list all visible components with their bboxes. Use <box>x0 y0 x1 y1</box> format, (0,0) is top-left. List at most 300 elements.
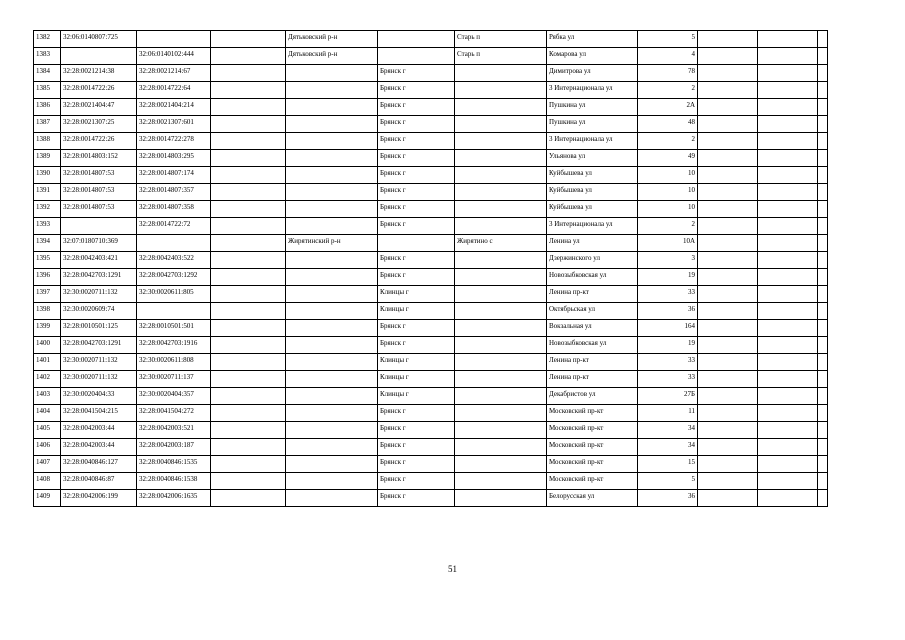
table-cell: 32:28:0014722:64 <box>137 82 211 99</box>
table-cell: 32:28:0042703:1291 <box>61 337 137 354</box>
table-cell: Ленина пр-кт <box>547 354 638 371</box>
table-row <box>34 320 828 337</box>
table-cell: 3 Интернационала ул <box>547 218 638 235</box>
table-cell <box>286 150 378 167</box>
table-cell <box>698 354 758 371</box>
table-cell <box>286 184 378 201</box>
table-row <box>34 82 828 99</box>
table-cell: Брянск г <box>378 82 455 99</box>
table-row <box>34 286 828 303</box>
table-cell <box>211 439 286 456</box>
table-cell <box>455 286 547 303</box>
table-cell <box>455 167 547 184</box>
table-cell <box>758 286 818 303</box>
table-cell: Московский пр-кт <box>547 422 638 439</box>
table-cell <box>758 133 818 150</box>
table-cell: 32:30:0020711:137 <box>137 371 211 388</box>
table-cell <box>758 31 818 48</box>
table-cell: 1396 <box>34 269 61 286</box>
table-cell <box>211 388 286 405</box>
table-cell <box>698 269 758 286</box>
table-cell <box>286 388 378 405</box>
table-cell: Дзержинского ул <box>547 252 638 269</box>
table-cell <box>818 235 828 252</box>
table-cell: 32:30:0020711:132 <box>61 354 137 371</box>
table-cell <box>698 65 758 82</box>
table-cell: 32:30:0020611:808 <box>137 354 211 371</box>
table-cell: Вокзальная ул <box>547 320 638 337</box>
table-cell: Брянск г <box>378 456 455 473</box>
table-cell <box>455 422 547 439</box>
table-cell <box>378 48 455 65</box>
table-cell: 5 <box>638 473 698 490</box>
table-cell: Клинцы г <box>378 371 455 388</box>
table-row <box>34 218 828 235</box>
table-cell <box>211 371 286 388</box>
table-cell <box>137 303 211 320</box>
table-cell <box>286 286 378 303</box>
table-cell <box>698 490 758 507</box>
table-cell: 1400 <box>34 337 61 354</box>
table-cell <box>698 303 758 320</box>
table-cell <box>818 184 828 201</box>
table-cell: Ленина пр-кт <box>547 371 638 388</box>
table-cell <box>758 490 818 507</box>
table-cell: 2А <box>638 99 698 116</box>
table-cell: 164 <box>638 320 698 337</box>
table-cell: 32:28:0021404:47 <box>61 99 137 116</box>
table-cell <box>211 82 286 99</box>
table-cell <box>286 439 378 456</box>
table-cell <box>211 31 286 48</box>
table-row <box>34 303 828 320</box>
table-cell: 32:06:0140807:725 <box>61 31 137 48</box>
table-cell <box>455 354 547 371</box>
table-cell: 3 Интернационала ул <box>547 133 638 150</box>
table-cell <box>698 218 758 235</box>
table-cell: 32:28:0021307:25 <box>61 116 137 133</box>
table-cell: Брянск г <box>378 269 455 286</box>
table-cell <box>455 439 547 456</box>
table-cell: Клинцы г <box>378 354 455 371</box>
table-cell: 32:28:0014803:295 <box>137 150 211 167</box>
table-cell <box>286 405 378 422</box>
table-cell <box>758 405 818 422</box>
table-cell <box>818 116 828 133</box>
table-cell: 1404 <box>34 405 61 422</box>
table-cell <box>698 31 758 48</box>
table-cell <box>818 99 828 116</box>
table-cell: 5 <box>638 31 698 48</box>
table-cell: 10 <box>638 184 698 201</box>
table-cell <box>211 337 286 354</box>
table-cell <box>211 269 286 286</box>
table-cell <box>286 473 378 490</box>
table-cell <box>818 65 828 82</box>
table-cell: 32:28:0042003:44 <box>61 422 137 439</box>
table-row <box>34 269 828 286</box>
table-cell <box>286 422 378 439</box>
table-cell: 34 <box>638 439 698 456</box>
table-cell <box>211 320 286 337</box>
table-cell <box>758 201 818 218</box>
table-cell <box>211 184 286 201</box>
table-cell <box>137 31 211 48</box>
table-row <box>34 150 828 167</box>
table-cell <box>211 65 286 82</box>
table-cell: Брянск г <box>378 439 455 456</box>
table-cell: 36 <box>638 490 698 507</box>
table-cell: 78 <box>638 65 698 82</box>
table-row <box>34 133 828 150</box>
table-cell: 1384 <box>34 65 61 82</box>
table-cell <box>286 82 378 99</box>
table-cell: Рябка ул <box>547 31 638 48</box>
table-row <box>34 252 828 269</box>
table-cell: Брянск г <box>378 116 455 133</box>
table-cell <box>698 235 758 252</box>
table-cell <box>698 473 758 490</box>
table-cell <box>286 354 378 371</box>
table-row <box>34 167 828 184</box>
table-cell: 32:30:0020711:132 <box>61 286 137 303</box>
table-cell: 2 <box>638 218 698 235</box>
table-cell: 32:28:0042006:199 <box>61 490 137 507</box>
table-cell <box>211 167 286 184</box>
table-cell <box>698 388 758 405</box>
table-cell <box>455 405 547 422</box>
table-cell: 32:28:0014807:53 <box>61 184 137 201</box>
table-cell: Брянск г <box>378 184 455 201</box>
table-cell <box>378 235 455 252</box>
table-cell <box>286 320 378 337</box>
table-row <box>34 439 828 456</box>
table-cell: 11 <box>638 405 698 422</box>
table-cell <box>818 48 828 65</box>
table-cell: 10А <box>638 235 698 252</box>
table-cell <box>286 65 378 82</box>
table-cell: 32:28:0042003:521 <box>137 422 211 439</box>
table-cell <box>455 473 547 490</box>
table-cell: 1393 <box>34 218 61 235</box>
table-cell: Ульянова ул <box>547 150 638 167</box>
table-cell: 32:30:0020711:132 <box>61 371 137 388</box>
table-cell <box>698 371 758 388</box>
table-cell <box>818 201 828 218</box>
table-cell <box>286 133 378 150</box>
table-cell: 1385 <box>34 82 61 99</box>
table-cell: 32:28:0042003:44 <box>61 439 137 456</box>
register-table <box>33 30 828 507</box>
table-cell <box>455 99 547 116</box>
table-cell <box>698 456 758 473</box>
table-cell <box>698 405 758 422</box>
table-cell <box>818 31 828 48</box>
table-cell <box>455 150 547 167</box>
table-cell: 10 <box>638 167 698 184</box>
table-row <box>34 456 828 473</box>
table-cell <box>455 269 547 286</box>
table-cell <box>286 116 378 133</box>
table-cell <box>211 48 286 65</box>
table-cell <box>698 116 758 133</box>
table-cell: Старь п <box>455 31 547 48</box>
table-cell <box>758 184 818 201</box>
table-cell: 1386 <box>34 99 61 116</box>
table-row <box>34 405 828 422</box>
table-cell <box>286 201 378 218</box>
table-cell: 1401 <box>34 354 61 371</box>
table-cell <box>698 167 758 184</box>
table-cell: Брянск г <box>378 337 455 354</box>
table-cell <box>455 218 547 235</box>
table-cell <box>455 371 547 388</box>
table-cell: 32:28:0021307:601 <box>137 116 211 133</box>
table-cell: 32:28:0040846:87 <box>61 473 137 490</box>
table-cell: 32:28:0014807:357 <box>137 184 211 201</box>
table-row <box>34 337 828 354</box>
table-cell <box>286 456 378 473</box>
table-cell: 32:28:0041504:272 <box>137 405 211 422</box>
table-cell: 19 <box>638 269 698 286</box>
table-cell: Пушкина ул <box>547 99 638 116</box>
table-cell: 1402 <box>34 371 61 388</box>
table-cell <box>758 320 818 337</box>
table-cell: 32:28:0042703:1292 <box>137 269 211 286</box>
table-cell <box>455 388 547 405</box>
table-cell <box>211 490 286 507</box>
table-cell: 32:28:0042403:522 <box>137 252 211 269</box>
table-cell <box>455 184 547 201</box>
table-cell: 49 <box>638 150 698 167</box>
table-cell <box>698 184 758 201</box>
table-cell <box>286 99 378 116</box>
table-cell: 4 <box>638 48 698 65</box>
table-cell <box>758 82 818 99</box>
table-cell <box>211 235 286 252</box>
table-cell <box>818 218 828 235</box>
table-cell <box>758 388 818 405</box>
table-cell: Брянск г <box>378 320 455 337</box>
table-body <box>34 31 828 507</box>
table-cell: 1407 <box>34 456 61 473</box>
table-cell <box>698 133 758 150</box>
table-cell: 27Б <box>638 388 698 405</box>
table-cell <box>758 48 818 65</box>
table-cell <box>286 218 378 235</box>
table-cell: 1382 <box>34 31 61 48</box>
table-row <box>34 235 828 252</box>
table-cell: Декабристов ул <box>547 388 638 405</box>
table-cell <box>698 320 758 337</box>
table-cell <box>818 371 828 388</box>
table-cell: 32:28:0021214:38 <box>61 65 137 82</box>
table-cell: Московский пр-кт <box>547 473 638 490</box>
table-cell: 32:28:0014807:53 <box>61 167 137 184</box>
table-cell: 32:28:0021214:67 <box>137 65 211 82</box>
table-cell: 1390 <box>34 167 61 184</box>
table-cell: 32:28:0014722:72 <box>137 218 211 235</box>
table-cell: 1383 <box>34 48 61 65</box>
table-cell <box>455 116 547 133</box>
table-cell: 32:30:0020609:74 <box>61 303 137 320</box>
table-cell: Брянск г <box>378 133 455 150</box>
table-cell: 1397 <box>34 286 61 303</box>
table-cell: 2 <box>638 133 698 150</box>
table-cell: 15 <box>638 456 698 473</box>
table-cell <box>286 252 378 269</box>
table-cell: Комарова ул <box>547 48 638 65</box>
table-row <box>34 48 828 65</box>
table-cell: 32:28:0010501:125 <box>61 320 137 337</box>
table-cell: Брянск г <box>378 490 455 507</box>
document-page <box>33 30 828 507</box>
table-row <box>34 422 828 439</box>
table-cell: Брянск г <box>378 99 455 116</box>
table-cell <box>698 252 758 269</box>
table-cell <box>455 320 547 337</box>
table-cell <box>211 473 286 490</box>
table-cell <box>61 48 137 65</box>
table-cell: Белорусская ул <box>547 490 638 507</box>
table-cell <box>758 456 818 473</box>
table-cell: 3 <box>638 252 698 269</box>
table-cell <box>286 490 378 507</box>
table-cell <box>818 422 828 439</box>
table-cell: 1409 <box>34 490 61 507</box>
table-cell: 10 <box>638 201 698 218</box>
table-cell: Московский пр-кт <box>547 456 638 473</box>
table-cell <box>818 133 828 150</box>
table-cell: Клинцы г <box>378 286 455 303</box>
table-cell <box>818 405 828 422</box>
table-cell <box>758 65 818 82</box>
table-cell <box>818 286 828 303</box>
table-cell <box>818 456 828 473</box>
table-cell <box>286 303 378 320</box>
table-cell: Брянск г <box>378 252 455 269</box>
table-cell: Брянск г <box>378 167 455 184</box>
table-cell: 48 <box>638 116 698 133</box>
page-number: 51 <box>448 564 457 574</box>
table-cell: 32:28:0014807:358 <box>137 201 211 218</box>
table-cell: 32:28:0041504:215 <box>61 405 137 422</box>
table-cell: 32:30:0020404:357 <box>137 388 211 405</box>
table-cell <box>818 82 828 99</box>
table-cell: 1394 <box>34 235 61 252</box>
table-cell <box>818 388 828 405</box>
table-cell: Брянск г <box>378 65 455 82</box>
table-cell <box>211 422 286 439</box>
table-cell <box>211 218 286 235</box>
table-cell: 32:06:0140102:444 <box>137 48 211 65</box>
table-cell <box>211 201 286 218</box>
table-cell: 3 Интернационала ул <box>547 82 638 99</box>
table-cell <box>698 99 758 116</box>
table-cell: Брянск г <box>378 150 455 167</box>
table-cell: Брянск г <box>378 218 455 235</box>
table-cell: 1389 <box>34 150 61 167</box>
table-cell: 32:28:0014722:278 <box>137 133 211 150</box>
table-cell: 1392 <box>34 201 61 218</box>
table-cell: Жирятино с <box>455 235 547 252</box>
table-cell <box>455 201 547 218</box>
table-cell: 32:28:0042003:187 <box>137 439 211 456</box>
table-cell <box>455 133 547 150</box>
table-cell <box>455 337 547 354</box>
table-cell: Куйбышева ул <box>547 201 638 218</box>
table-cell <box>758 218 818 235</box>
table-cell <box>455 252 547 269</box>
table-cell: 1399 <box>34 320 61 337</box>
table-row <box>34 201 828 218</box>
table-cell <box>758 354 818 371</box>
table-cell: Октябрьская ул <box>547 303 638 320</box>
table-cell <box>758 473 818 490</box>
table-cell: 19 <box>638 337 698 354</box>
table-cell: 33 <box>638 286 698 303</box>
table-cell: 32:28:0040846:127 <box>61 456 137 473</box>
table-cell: 1398 <box>34 303 61 320</box>
table-cell: 32:28:0040846:1535 <box>137 456 211 473</box>
table-cell <box>758 252 818 269</box>
table-cell <box>758 116 818 133</box>
table-cell: 36 <box>638 303 698 320</box>
table-cell <box>455 65 547 82</box>
table-cell <box>818 337 828 354</box>
table-cell: 32:30:0020611:805 <box>137 286 211 303</box>
table-cell: Ленина ул <box>547 235 638 252</box>
table-cell <box>818 167 828 184</box>
table-cell: Новозыбковская ул <box>547 269 638 286</box>
table-cell: Пушкина ул <box>547 116 638 133</box>
table-cell: 32:30:0020404:33 <box>61 388 137 405</box>
table-cell: 32:28:0042006:1635 <box>137 490 211 507</box>
table-cell <box>698 337 758 354</box>
table-cell: Дятьковский р-н <box>286 48 378 65</box>
table-cell <box>758 99 818 116</box>
table-cell: 32:28:0014807:53 <box>61 201 137 218</box>
table-cell: Брянск г <box>378 405 455 422</box>
table-cell: Московский пр-кт <box>547 439 638 456</box>
table-cell: Московский пр-кт <box>547 405 638 422</box>
table-cell <box>61 218 137 235</box>
table-cell <box>698 439 758 456</box>
table-cell <box>211 252 286 269</box>
table-cell <box>698 150 758 167</box>
table-cell: 1405 <box>34 422 61 439</box>
table-cell: 32:28:0010501:501 <box>137 320 211 337</box>
table-cell <box>286 337 378 354</box>
table-cell <box>758 337 818 354</box>
table-cell <box>286 269 378 286</box>
table-row <box>34 31 828 48</box>
table-cell <box>818 490 828 507</box>
table-cell: 32:28:0042703:1916 <box>137 337 211 354</box>
table-cell: 1408 <box>34 473 61 490</box>
table-cell <box>698 286 758 303</box>
table-cell <box>286 371 378 388</box>
table-cell: Куйбышева ул <box>547 167 638 184</box>
table-row <box>34 354 828 371</box>
table-cell <box>818 269 828 286</box>
table-cell <box>758 371 818 388</box>
table-cell: 32:28:0042703:1291 <box>61 269 137 286</box>
table-cell <box>818 473 828 490</box>
table-row <box>34 184 828 201</box>
table-row <box>34 388 828 405</box>
table-cell: Новозыбковская ул <box>547 337 638 354</box>
